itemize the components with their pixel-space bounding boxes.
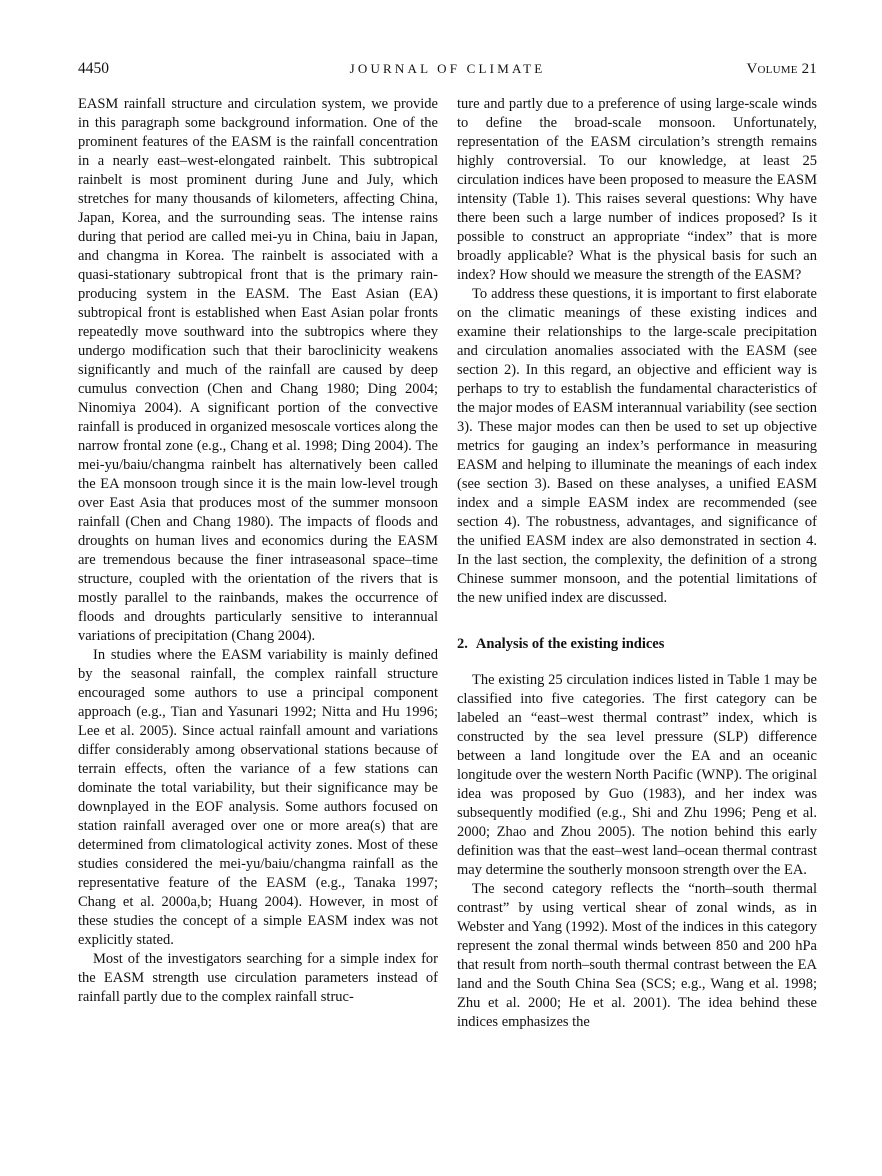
paragraph: EASM rainfall structure and circulation system, we provide in this paragraph some background information. One of the prominent features of the EASM is the rainfall concentration in a nearly east–west-elongated rainbelt. This subtropical rainbelt is most prominent during June and July, which stretches for many thousands of kilometers, affecting China, Japan, Korea, and the surrounding seas. The intense rains during that period are called mei-yu in China, baiu in Japan, and changma in Korea. The rainbelt is associated with a quasi-stationary subtropical front that is the primary rain-producing system in the EASM. The East Asian (EA) subtropical front is established when East Asian polar fronts repeatedly move southward into the subtropics where they undergo modification such that their baroclinicity weakens significantly and much of the rainfall are caused by deep cumulus convection (Chen and Chang 1980; Ding 2004; Ninomiya 2004). A significant portion of the convective rainfall is produced in organized mesoscale vortices along the narrow frontal zone (e.g., Chang et al. 1998; Ding 2004). The mei-yu/baiu/changma rainbelt has alternatively been called the EA monsoon trough since it is the main low-level trough over East Asia that produces most of the summer monsoon rainfall (Chen and Chang 1980). The impacts of floods and droughts on human lives and economics during the EASM are tremendous because the finer intraseasonal space–time structure, coupled with the orientation of the rivers that is mostly parallel to the rainbands, makes the occurrence of floods and droughts particularly sensitive to interannual variations of precipitation (Chang 2004). [78, 96, 438, 644]
section-number: 2. [457, 636, 468, 652]
paragraph: To address these questions, it is important to first elaborate on the climatic meanings of these existing indices and examine their relationships to the large-scale precipitation and circulation anomalies associated with the EASM (see section 2). In this regard, an objective and efficient way is perhaps to try to establish the fundamental characteristics of the major modes of EASM interannual variability (see section 3). These major modes can then be used to set up objective metrics for gauging an index’s performance in measuring EASM and helping to illuminate the meanings of each index (see section 3). Based on these analyses, a unified EASM index and a simple EASM index are recommended (see section 4). The robustness, advantages, and significance of the unified EASM index are also demonstrated in section 4. In the last section, the complexity, the definition of a strong Chinese summer monsoon, and the potential limitations of the new unified index are discussed. [457, 286, 817, 606]
running-head [78, 60, 817, 78]
journal-title: JOURNAL OF CLIMATE [349, 61, 546, 76]
page-number: 4450 [78, 60, 109, 77]
volume-label: Volume 21 [746, 61, 817, 77]
paragraph: ture and partly due to a preference of using large-scale winds to define the broad-scale monsoon. Unfortunately, representation of the EASM circulation’s strength remains highly controversial. To our knowledge, at least 25 circulation indices have been proposed to measure the EASM intensity (Table 1). This raises several questions: Why have there been such a large number of indices proposed? Is it possible to construct an appropriate “index” that is more broadly applicable? What is the physical basis for such an index? How should we measure the strength of the EASM? [457, 96, 817, 283]
two-column-body [78, 95, 817, 1032]
paragraph: The existing 25 circulation indices listed in Table 1 may be classified into five categories. The first category can be labeled an “east–west thermal contrast” index, which is constructed by the sea level pressure (SLP) difference between a land longitude over the EA and an oceanic longitude over the western North Pacific (WNP). The original idea was proposed by Guo (1983), and her index was subsequently modified (e.g., Shi and Zhu 1996; Peng et al. 2000; Zhao and Zhou 2005). The notion behind this early definition was that the east–west land–ocean thermal contrast may determine the southerly monsoon strength over the EA. [457, 672, 817, 878]
section-title: Analysis of the existing indices [475, 636, 665, 652]
paragraph: The second category reflects the “north–south thermal contrast” by using vertical shear of zonal winds, as in Webster and Yang (1992). Most of the indices in this category represent the zonal thermal winds between 850 and 200 hPa that result from north–south thermal contrast between the EA land and the South China Sea (SCS; e.g., Wang et al. 1998; Zhu et al. 2000; He et al. 2001). The idea behind these indices emphasizes the [457, 881, 817, 1030]
section-heading [457, 635, 817, 654]
left-column [78, 95, 438, 1032]
right-column [457, 95, 817, 1032]
paragraph: Most of the investigators searching for a simple index for the EASM strength use circulation parameters instead of rainfall partly due to the complex rainfall struc- [78, 951, 438, 1005]
paragraph: In studies where the EASM variability is mainly defined by the seasonal rainfall, the complex rainfall structure encouraged some authors to use a principal component approach (e.g., Tian and Yasunari 1992; Nitta and Hu 1996; Lee et al. 2005). Since actual rainfall amount and variations differ considerably among observational stations because of terrain effects, often the variance of a few stations can dominate the total variability, but their significance may be downplayed in the EOF analysis. Some authors focused on station rainfall averaged over one or more area(s) that are determined from climatological activity zones. Most of these studies considered the mei-yu/baiu/changma rainfall as the representative feature of the EASM (e.g., Tanaka 1997; Chang et al. 2000a,b; Huang 2004). However, in most of these studies the concept of a simple EASM index was not explicitly stated. [78, 647, 438, 948]
